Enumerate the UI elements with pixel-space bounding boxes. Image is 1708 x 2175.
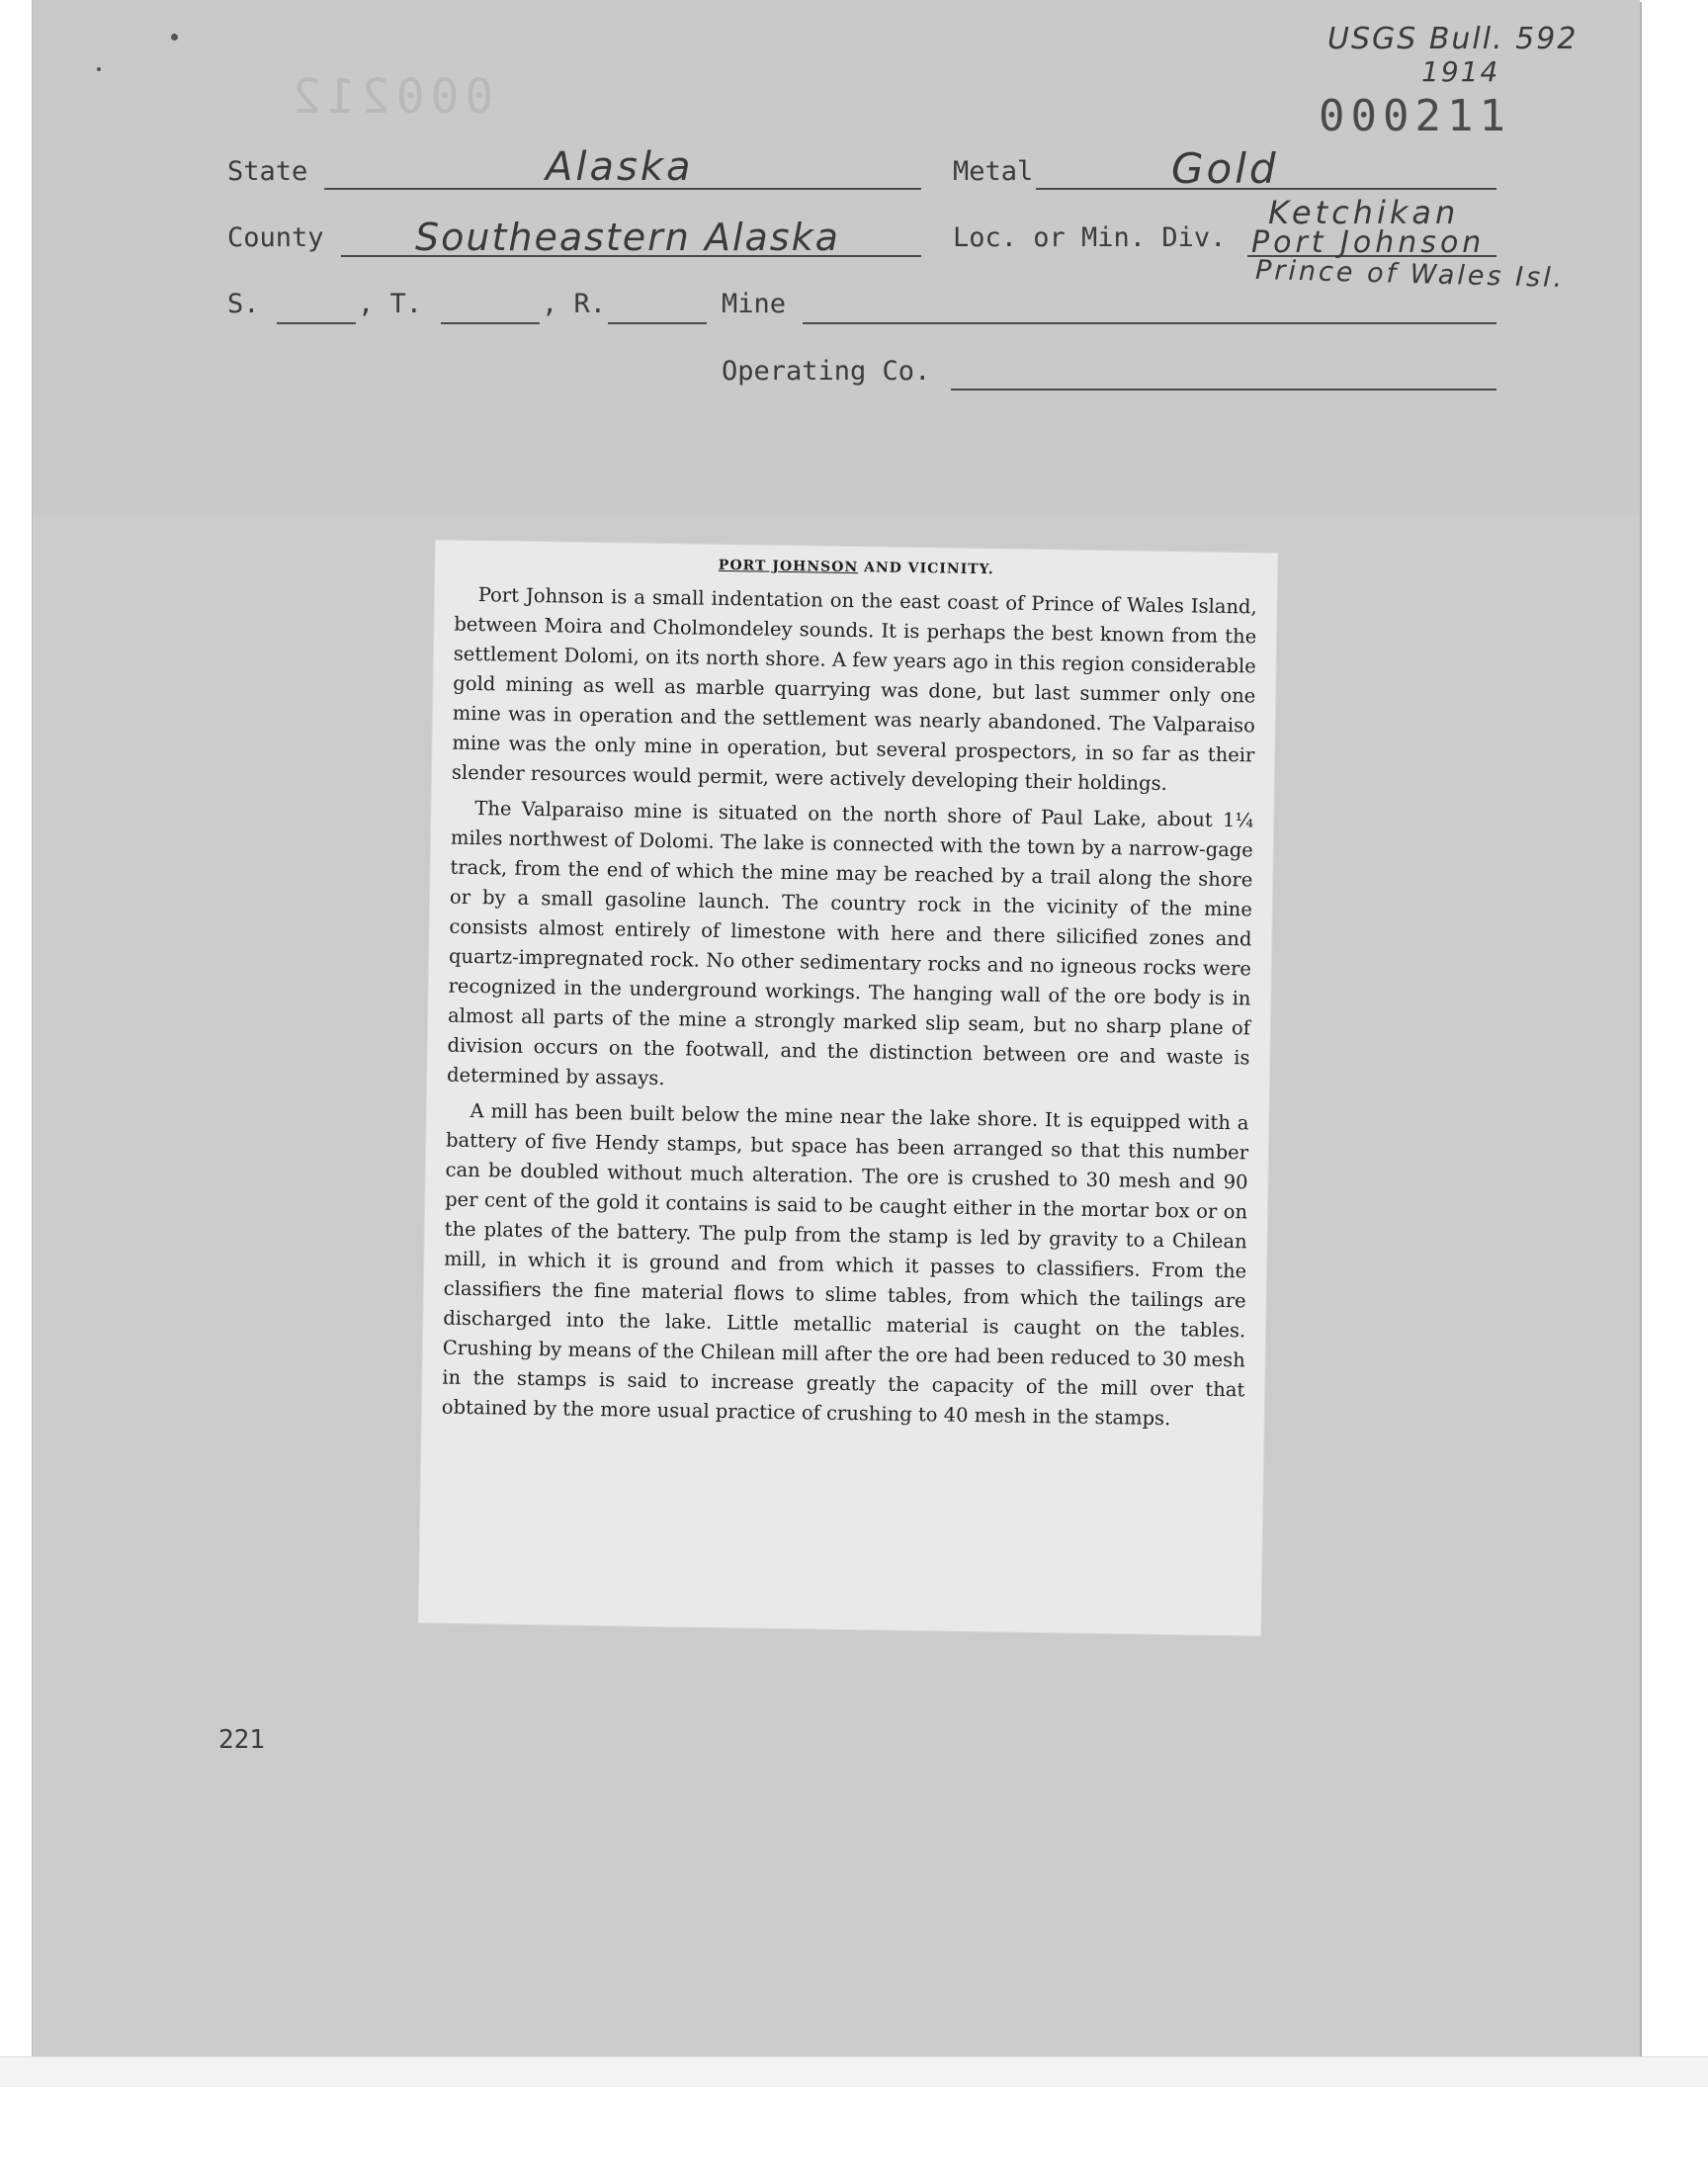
scan-bottom-strip: [0, 2056, 1708, 2087]
range-label: , R.: [542, 289, 607, 319]
section-label: S.: [227, 289, 260, 319]
operating-co-label: Operating Co.: [722, 356, 931, 387]
section-line: [277, 322, 356, 324]
loc-value-prince-of-wales: Prince of Wales Isl.: [1254, 254, 1566, 295]
clipping-title: [435, 553, 1277, 581]
scan-speck: [171, 34, 178, 41]
loc-value-port-johnson: Port Johnson: [1251, 225, 1486, 260]
metal-label: Metal: [953, 156, 1034, 187]
year-note: 1914: [1421, 55, 1500, 88]
report-clipping: [418, 540, 1277, 1635]
mine-label: Mine: [722, 289, 787, 319]
county-value: Southeastern Alaska: [415, 216, 840, 259]
source-note: USGS Bull. 592: [1327, 22, 1579, 56]
operating-co-line: [951, 389, 1496, 391]
record-number: 000211: [1319, 91, 1511, 141]
metal-value: Gold: [1171, 144, 1279, 193]
clipping-paragraph: A mill has been built below the mine near the lake shore. It is equipped with a battery of five Hendy stamps, but space has been arranged so that this number can be doubled without much alteration. The ore is crushed to 30 mesh and 90 per cent of the gold it contains is said to be caught either in the mortar box or on the plates of the battery. The pulp from the stamp is led by gravity to a Chilean mill, in which it is ground and from which it passes to classifiers. From the classifiers the fine material flows to slime tables, from which the tailings are discharged into the lake. Little metallic material is caught on the tables. Crushing by means of the Chilean mill after the ore had been reduced to 30 mesh in the stamps is said to increase greatly the capacity of the mill over that obtained by the more usual practice of crushing to 40 mesh in the stamps.: [441, 1098, 1249, 1431]
clipping-title-rest: AND VICINITY.: [858, 560, 994, 578]
mine-line: [803, 322, 1496, 324]
state-label: State: [227, 156, 308, 187]
loc-value-ketchikan: Ketchikan: [1268, 194, 1460, 231]
ghost-record-number: 000212: [287, 69, 494, 125]
page-number: 221: [218, 1725, 265, 1755]
township-line: [441, 322, 540, 324]
clipping-paragraph: The Valparaiso mine is situated on the north shore of Paul Lake, about 1¼ miles northwest of Dolomi. The lake is connected with the town by a narrow-gage track, from the end of which the mine may be reached by a trail along the shore or by a small gasoline launch. The country rock in the vicinity of the mine consists almost entirely of limestone with here and there silicified zones and quartz-impregnated rock. No other sedimentary rocks and no igneous rocks were recognized in the underground workings. The hanging wall of the ore body is in almost all parts of the mine a strongly marked slip seam, but no sharp plane of division occurs on the footwall, and the distinction between ore and waste is determined by assays.: [446, 797, 1254, 1090]
scan-speck: [97, 67, 101, 71]
clipping-body: [442, 580, 1257, 1441]
clipping-title-place: PORT JOHNSON: [718, 557, 859, 576]
clipping-paragraph: Port Johnson is a small indentation on the east coast of Prince of Wales Island, between Moira and Cholmondeley sounds. It is perhaps the best known from the settlement Dolomi, on its north shore. A few years ago in this region considerable gold mining as well as marble quarrying was done, but last summer only one mine was in operation and the settlement was nearly abandoned. The Valparaiso mine was the only mine in operation, but several prospectors, in so far as their slender resources would permit, were actively developing their holdings.: [451, 583, 1257, 796]
state-value: Alaska: [546, 144, 694, 190]
township-label: , T.: [358, 289, 423, 319]
range-line: [608, 322, 707, 324]
county-label: County: [227, 222, 324, 253]
loc-label: Loc. or Min. Div.: [953, 222, 1227, 253]
